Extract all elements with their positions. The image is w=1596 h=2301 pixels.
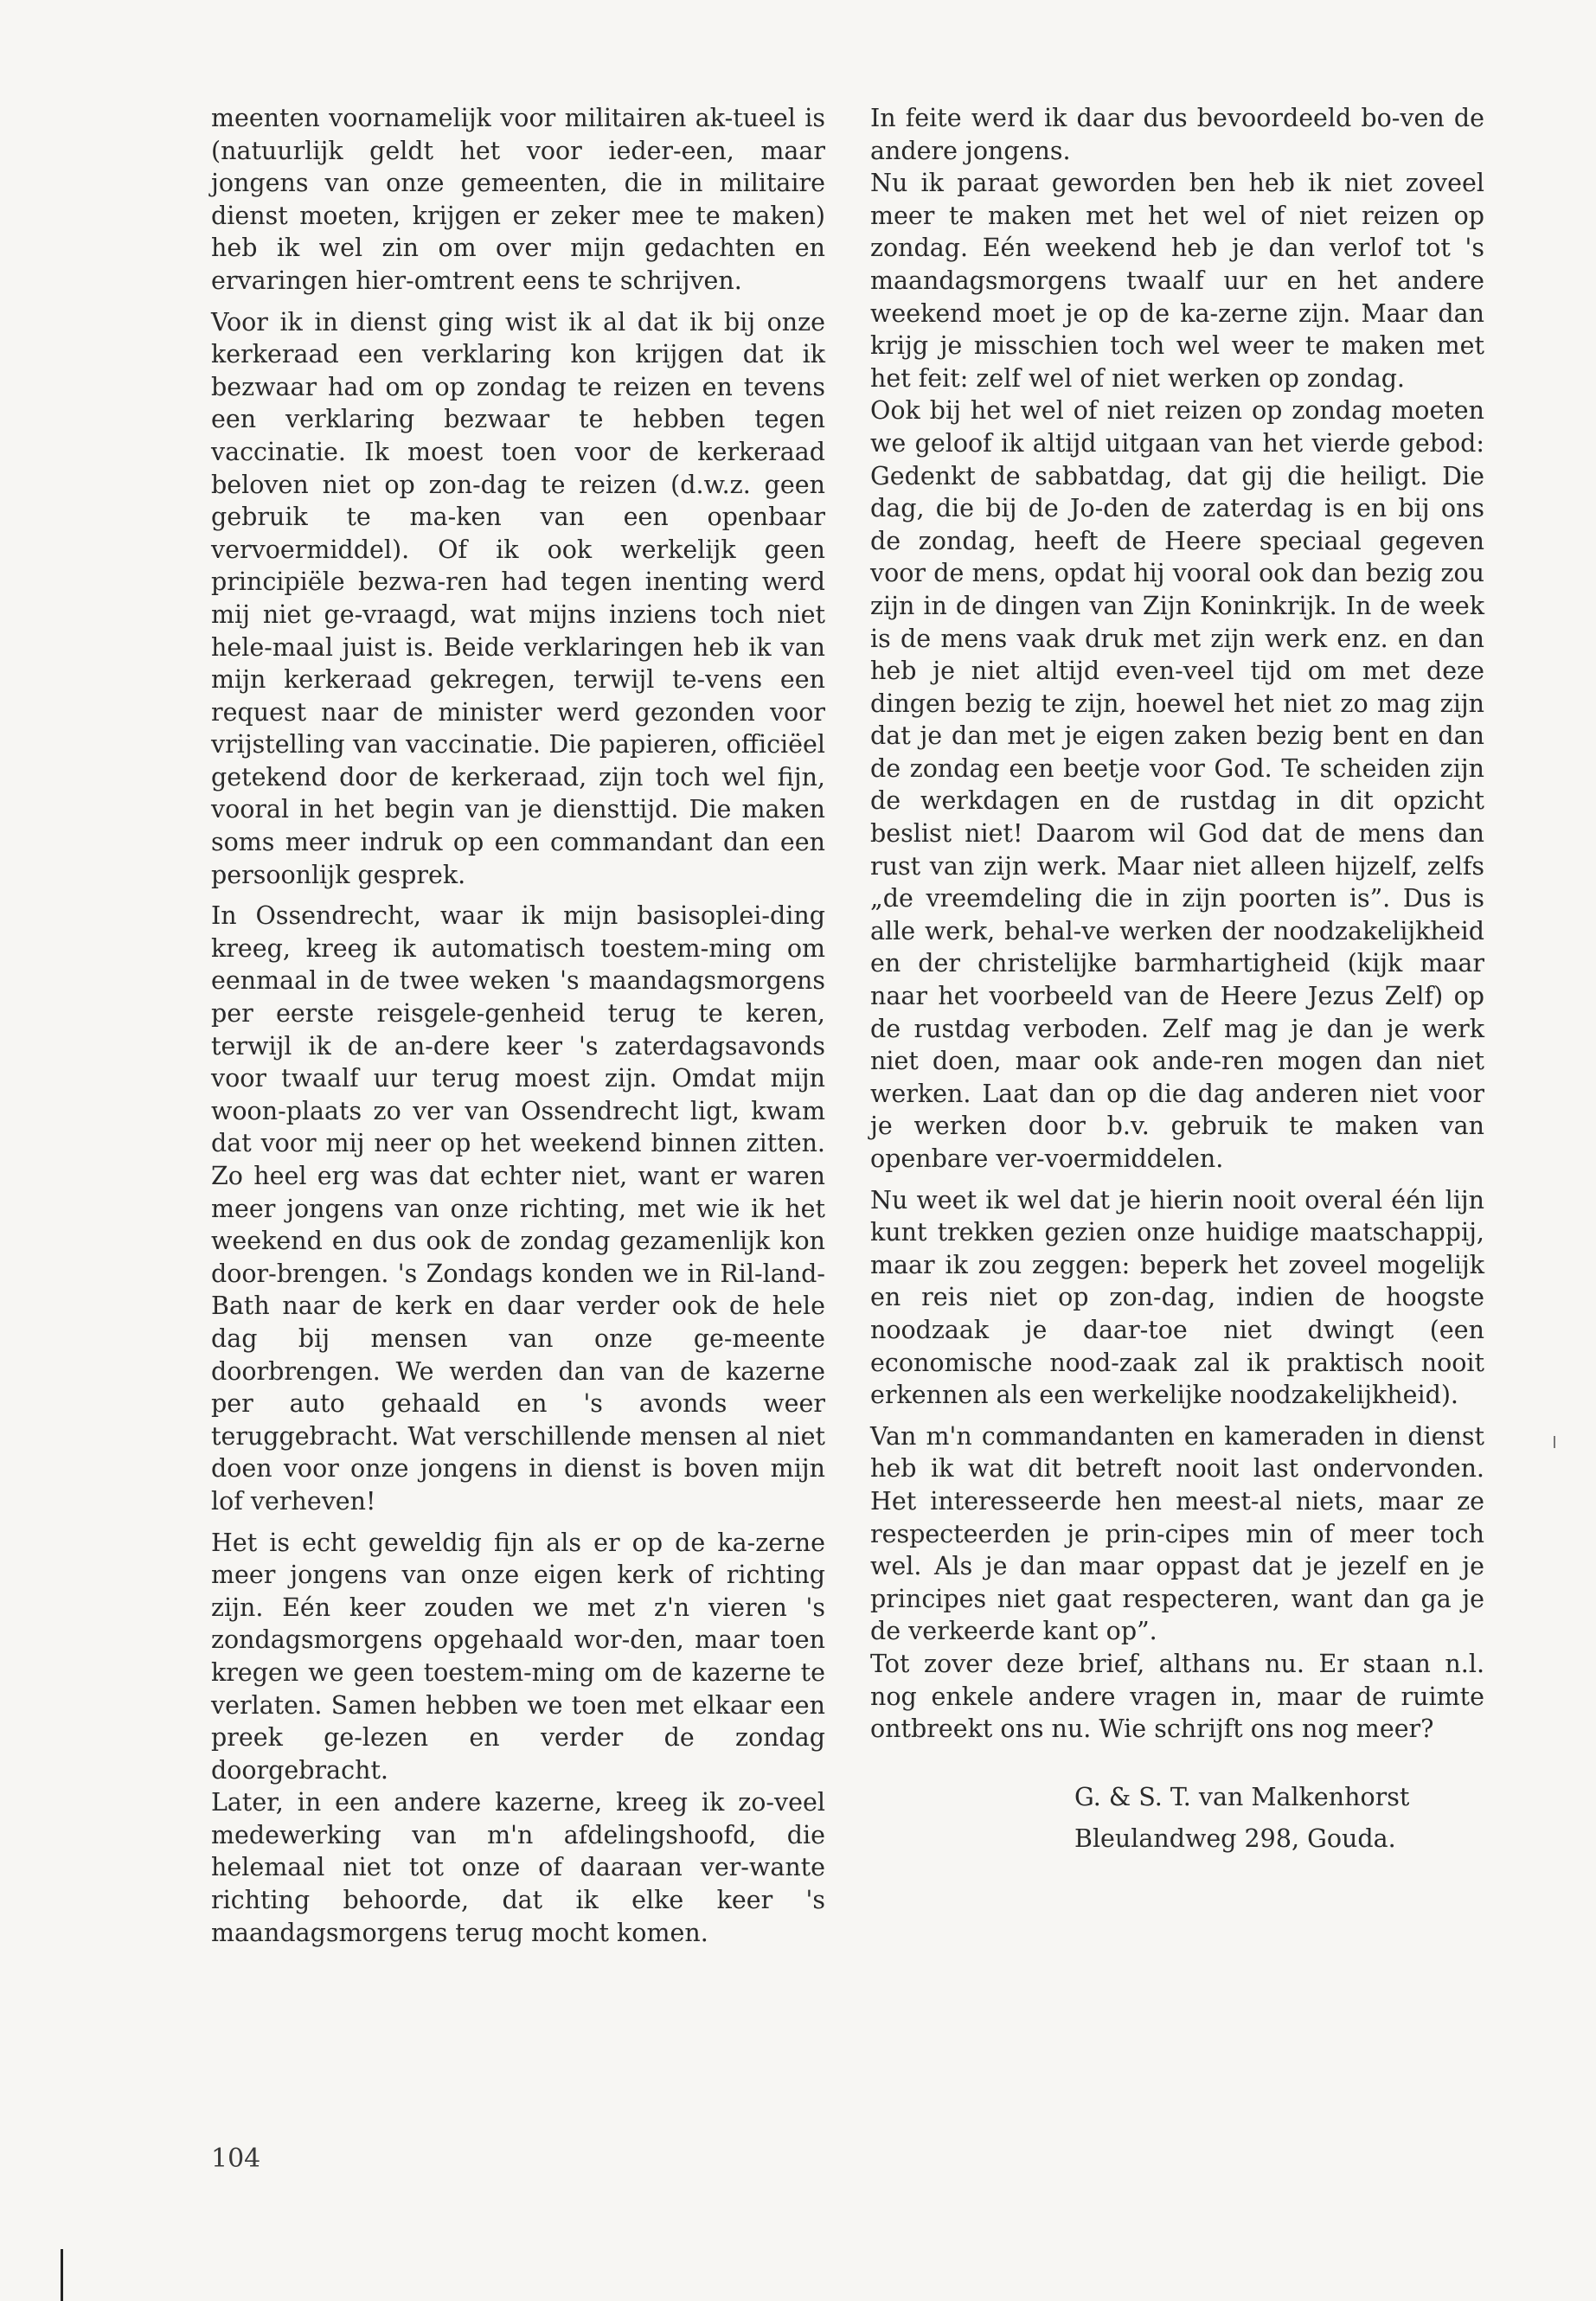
paragraph: Nu ik paraat geworden ben heb ik niet zoveel meer te maken met het wel of niet reizen op zondag. Eén weekend heb je dan verlof tot 's maandagsmorgens twaalf uur en het andere weekend moet je op de ka-zerne zijn. Maar dan krijg je misschien toch wel weer te maken met het feit: zelf wel of niet werken op zondag. [870,169,1484,393]
paragraph: Tot zover deze brief, althans nu. Er staan n.l. nog enkele andere vragen in, maar de ruimte ontbreekt ons nu. Wie schrijft ons nog meer? [870,1649,1484,1744]
scan-edge-mark [61,2249,63,2301]
right-column [870,102,1484,1860]
paragraph: Later, in een andere kazerne, kreeg ik zo-veel medewerking van m'n afdelingshoofd, die helemaal niet tot onze of daaraan ver-wante richting behoorde, dat ik elke keer 's maandagsmorgens terug mocht komen. [211,1788,825,1947]
signature-block [870,1777,1484,1860]
page-number: 104 [211,2144,261,2174]
paragraph: Van m'n commandanten en kameraden in dienst heb ik wat dit betreft nooit last ondervonden. Het interesseerde hen meest-al niets, maar ze respecteerden je prin-cipes min of meer toch wel. Als je dan maar oppast dat je jezelf en je principes niet gaat respecteren, want dan ga je de verkeerde kant op”. [870,1421,1484,1646]
signature-name: G. & S. T. van Malkenhorst [1074,1782,1410,1811]
paragraph: meenten voornamelijk voor militairen ak-tueel is (natuurlijk geldt het voor ieder-een, maar jongens van onze gemeenten, die in militaire dienst moeten, krijgen er zeker mee te maken) heb ik wel zin om over mijn gedachten en ervaringen hier-omtrent eens te schrijven. [211,104,825,295]
left-column [211,102,825,1949]
paragraph: In feite werd ik daar dus bevoordeeld bo-ven de andere jongens. [870,104,1484,165]
scan-speck [1554,1436,1555,1448]
paragraph: Het is echt geweldig fijn als er op de ka-zerne meer jongens van onze eigen kerk of richting zijn. Eén keer zouden we met z'n vieren 's zondagsmorgens opgehaald wor-den, maar toen kregen we geen toestem-ming om de kazerne te verlaten. Samen hebben we toen met elkaar een preek ge-lezen en verder de zondag doorgebracht. [211,1528,825,1785]
paragraph: In Ossendrecht, waar ik mijn basisoplei-ding kreeg, kreeg ik automatisch toestem-ming om eenmaal in de twee weken 's maandagsmorgens per eerste reisgele-genheid terug te keren, terwijl ik de an-dere keer 's zaterdagsavonds voor twaalf uur terug moest zijn. Omdat mijn woon-plaats zo ver van Ossendrecht ligt, kwam dat voor mij neer op het weekend binnen zitten. Zo heel erg was dat echter niet, want er waren meer jongens van onze richting, met wie ik het weekend en dus ook de zondag gezamenlijk kon door-brengen. 's Zondags konden we in Ril-land-Bath naar de kerk en daar verder ook de hele dag bij mensen van onze ge-meente doorbrengen. We werden dan van de kazerne per auto gehaald en 's avonds weer teruggebracht. Wat verschillende mensen al niet doen voor onze jongens in dienst is boven mijn lof verheven! [211,901,825,1516]
signature-address: Bleulandweg 298, Gouda. [1074,1823,1396,1853]
paragraph: Voor ik in dienst ging wist ik al dat ik bij onze kerkeraad een verklaring kon krijgen dat ik bezwaar had om op zondag te reizen en tevens een verklaring bezwaar te hebben tegen vaccinatie. Ik moest toen voor de kerkeraad beloven niet op zon-dag te reizen (d.w.z. geen gebruik te ma-ken van een openbaar vervoermiddel). Of ik ook werkelijk geen principiële bezwa-ren had tegen inenting werd mij niet ge-vraagd, wat mijns inziens toch niet hele-maal juist is. Beide verklaringen heb ik van mijn kerkeraad gekregen, terwijl te-vens een request naar de minister werd gezonden voor vrijstelling van vaccinatie. Die papieren, officiëel getekend door de kerkeraad, zijn toch wel fijn, vooral in het begin van je diensttijd. Die maken soms meer indruk op een commandant dan een persoonlijk gesprek. [211,307,825,889]
paragraph: Ook bij het wel of niet reizen op zondag moeten we geloof ik altijd uitgaan van het vierde gebod: Gedenkt de sabbatdag, dat gij die heiligt. Die dag, die bij de Jo-den de zaterdag is en bij ons de zondag, heeft de Heere speciaal gegeven voor de mens, opdat hij vooral ook dan bezig zou zijn in de dingen van Zijn Koninkrijk. In de week is de mens vaak druk met zijn werk enz. en dan heb je niet altijd even-veel tijd om met deze dingen bezig te zijn, hoewel het niet zo mag zijn dat je dan met je eigen zaken bezig bent en dan de zondag een beetje voor God. Te scheiden zijn de werkdagen en de rustdag in dit opzicht beslist niet! Daarom wil God dat de mens dan rust van zijn werk. Maar niet alleen hijzelf, zelfs „de vreemdeling die in zijn poorten is”. Dus is alle werk, behal-ve werken der noodzakelijkheid en der christelijke barmhartigheid (kijk maar naar het voorbeeld van de Heere Jezus Zelf) op de rustdag verboden. Zelf mag je dan je werk niet doen, maar ook ande-ren mogen dan niet werken. Laat dan op die dag anderen niet voor je werken door b.v. gebruik te maken van openbare ver-voermiddelen. [870,396,1484,1173]
paragraph: Nu weet ik wel dat je hierin nooit overal één lijn kunt trekken gezien onze huidige maatschappij, maar ik zou zeggen: beperk het zoveel mogelijk en reis niet op zon-dag, indien de hoogste noodzaak je daar-toe niet dwingt (een economische nood-zaak zal ik praktisch nooit erkennen als een werkelijke noodzakelijkheid). [870,1185,1484,1410]
